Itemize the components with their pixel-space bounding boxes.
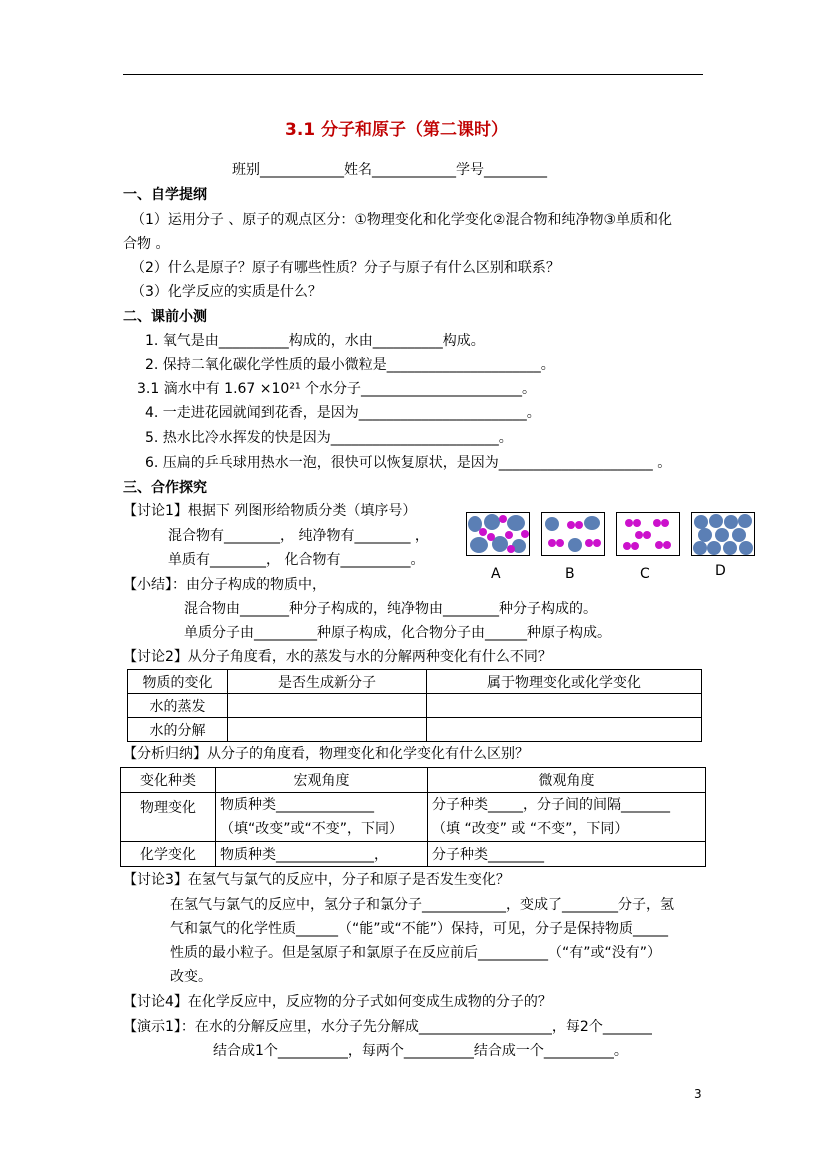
demo1-line1: 【演示1】：在水的分解反应里，水分子先分解成___________________，每2个_______ (123, 1019, 652, 1035)
quiz-q5: 5. 热水比冷水挥发的快是因为________________________。 (145, 430, 513, 446)
discussion3-p4: 改变。 (170, 969, 212, 985)
quiz-q3: 3.1 滴水中有 1.67 ×10²¹ 个水分子_______________________。 (137, 381, 537, 397)
demo1-line2: 结合成1个__________，每两个__________结合成一个__________。 (213, 1043, 628, 1059)
quiz-q1: 1. 氧气是由__________构成的，水由__________构成。 (145, 333, 485, 349)
quiz-q2: 2. 保持二氧化碳化学性质的最小微粒是______________________。 (145, 357, 555, 373)
discussion2-line: 【讨论2】从分子角度看，水的蒸发与水的分解两种变化有什么不同？ (123, 649, 552, 665)
section1-heading: 一、自学提纲 (123, 187, 207, 203)
t2-physical-micro-a: 分子种类_____，分子间的间隔_______ (432, 797, 670, 813)
quiz-q4: 4. 一走进花园就闻到花香，是因为________________________。 (145, 405, 541, 421)
t2-chemical-micro: 分子种类________ (428, 842, 706, 867)
s1-line1: （1）运用分子 、原子的观点区分：①物理变化和化学变化②混合物和纯净物③单质和化 (131, 212, 673, 228)
page-number: 3 (694, 1087, 702, 1101)
t2-header-2: 宏观角度 (216, 768, 428, 793)
t1-row-evaporation: 水的蒸发 (128, 694, 228, 718)
t1-cell (228, 718, 427, 742)
t1-header-2: 是否生成新分子 (228, 670, 427, 694)
s1-line1b: 合物 。 (123, 236, 170, 252)
t2-chemical-macro: 物质种类______________， (216, 842, 428, 867)
t1-header-1: 物质的变化 (128, 670, 228, 694)
summary-line1: 混合物由_______种分子构成的，纯净物由________种分子构成的。 (184, 601, 597, 617)
figure-label-c: C (640, 566, 650, 582)
t2-physical-macro-a: 物质种类______________ (220, 797, 374, 813)
figure-d (691, 512, 755, 556)
figure-b (541, 512, 605, 556)
table-water-changes (127, 669, 702, 742)
discussion4-line: 【讨论4】在化学反应中，反应物的分子式如何变成生成物的分子的？ (123, 994, 552, 1010)
t1-row-decomposition: 水的分解 (128, 718, 228, 742)
t2-header-3: 微观角度 (428, 768, 706, 793)
figure-label-d: D (715, 563, 726, 579)
header-fields: 班别____________姓名____________学号_________ (232, 162, 547, 178)
discussion1-mixture: 混合物有________， 纯净物有________ ， (168, 528, 429, 544)
discussion1-line: 【讨论1】根据下 列图形给物质分类（填序号） (123, 503, 417, 519)
analysis-line: 【分析归纳】从分子的角度看，物理变化和化学变化有什么区别？ (123, 746, 529, 762)
discussion1-element: 单质有________， 化合物有__________。 (168, 552, 425, 568)
discussion3-line: 【讨论3】在氢气与氯气的反应中，分子和原子是否发生变化？ (123, 872, 510, 888)
t2-physical-macro-b: （填“改变”或“不变”，下同） (220, 821, 404, 837)
section2-heading: 二、课前小测 (123, 309, 207, 325)
t1-header-3: 属于物理变化或化学变化 (427, 670, 702, 694)
table-change-types (120, 767, 706, 867)
s1-line2: （2）什么是原子？原子有哪些性质？分子与原子有什么区别和联系？ (131, 260, 560, 276)
summary-line2: 单质分子由_________种原子构成，化合物分子由______种原子构成。 (184, 625, 611, 641)
t1-cell (427, 718, 702, 742)
figure-a (466, 512, 530, 556)
discussion3-p1: 在氢气与氯气的反应中，氢分子和氯分子____________，变成了________分子，氢 (170, 897, 674, 913)
t2-row-chemical: 化学变化 (121, 842, 216, 867)
summary-head: 【小结】：由分子构成的物质中， (123, 577, 326, 593)
t2-header-1: 变化种类 (121, 768, 216, 793)
s1-line3: （3）化学反应的实质是什么？ (131, 284, 322, 300)
figure-c (616, 512, 680, 556)
section3-heading: 三、合作探究 (123, 480, 207, 496)
discussion3-p2: 气和氯气的化学性质______（“能”或“不能”）保持，可见，分子是保持物质_____ (170, 921, 669, 937)
top-rule (123, 74, 703, 75)
discussion3-p3: 性质的最小粒子。但是氢原子和氯原子在反应前后__________（“有”或“没有”） (170, 945, 662, 961)
t2-physical-micro-b: （填 “改变” 或 “不变”，下同） (432, 821, 629, 837)
page-title: 3.1 分子和原子（第二课时） (285, 120, 509, 140)
t1-cell (427, 694, 702, 718)
t1-cell (228, 694, 427, 718)
quiz-q6: 6. 压扁的乒乓球用热水一泡，很快可以恢复原状，是因为______________________ 。 (145, 455, 672, 471)
figure-label-b: B (565, 566, 575, 582)
figure-label-a: A (491, 566, 501, 582)
t2-row-physical: 物理变化 (121, 793, 216, 842)
